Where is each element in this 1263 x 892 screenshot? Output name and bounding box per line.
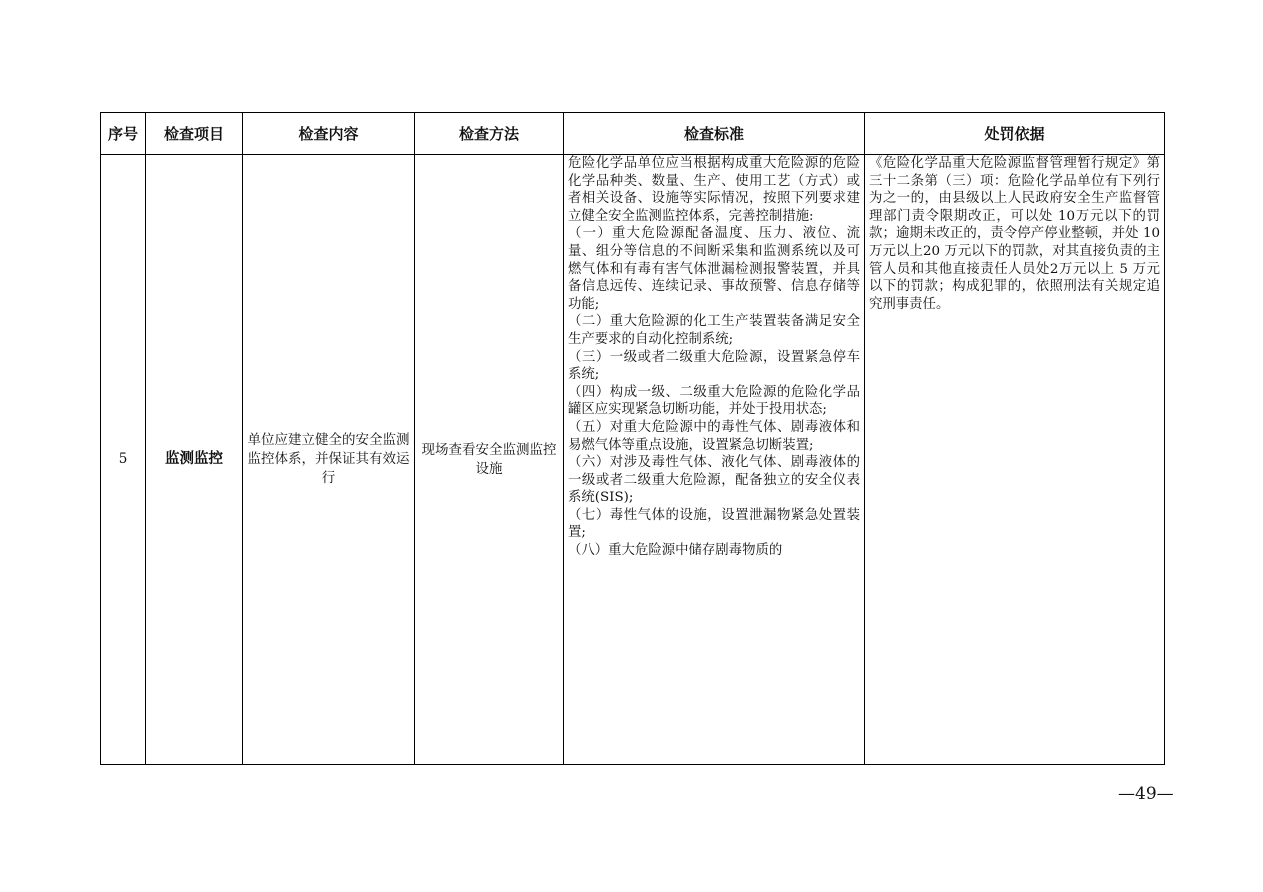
standard-item-2: （二）重大危险源的化工生产装置装备满足安全生产要求的自动化控制系统; — [568, 314, 860, 347]
page-number: —49— — [1118, 784, 1174, 804]
header-seq: 序号 — [101, 113, 146, 155]
header-penalty: 处罚依据 — [865, 113, 1165, 155]
cell-item: 监测监控 — [146, 155, 243, 765]
penalty-text: 《危险化学品重大危险源监督管理暂行规定》第三十二条第（三）项：危险化学品单位有下列行为之一的，由县级以上人民政府安全生产监督管理部门责令限期改正，可以处 10万元以下的罚款；逾期未改正的，责令停产停业整顿，并处 10 万元以上20 万元以下的罚款，对其直接负责的主管人员和其他直接责任人员处2万元以上 5 万元以下的罚款；构成犯罪的，依照刑法有关规定追究刑事责任。 — [869, 156, 1160, 312]
standard-item-6: （六）对涉及毒性气体、液化气体、剧毒液体的一级或者二级重大危险源，配备独立的安全仪表系统(SIS); — [568, 455, 860, 506]
standard-item-1: （一）重大危险源配备温度、压力、液位、流量、组分等信息的不间断采集和监测系统以及可燃气体和有毒有害气体泄漏检测报警装置，并具备信息远传、连续记录、事故预警、信息存储等功能; — [568, 226, 860, 312]
header-standard: 检查标准 — [564, 113, 865, 155]
cell-penalty — [865, 155, 1165, 765]
cell-content: 单位应建立健全的安全监测监控体系，并保证其有效运行 — [243, 155, 415, 765]
standard-item-5: （五）对重大危险源中的毒性气体、剧毒液体和易燃气体等重点设施，设置紧急切断装置; — [568, 419, 860, 453]
standard-item-3: （三）一级或者二级重大危险源，设置紧急停车系统; — [568, 349, 860, 383]
header-item: 检查项目 — [146, 113, 243, 155]
standard-item-4: （四）构成一级、二级重大危险源的危险化学品罐区应实现紧急切断功能，并处于投用状态; — [568, 384, 860, 418]
inspection-table — [100, 112, 1165, 765]
cell-seq: 5 — [101, 155, 146, 765]
header-content: 检查内容 — [243, 113, 415, 155]
header-method: 检查方法 — [415, 113, 564, 155]
table-row — [101, 155, 1165, 765]
table-header-row — [101, 113, 1165, 155]
cell-standard — [564, 155, 865, 765]
standard-intro: 危险化学品单位应当根据构成重大危险源的危险化学品种类、数量、生产、使用工艺（方式）或者相关设备、设施等实际情况，按照下列要求建立健全安全监测监控体系，完善控制措施: — [568, 156, 860, 224]
cell-method: 现场查看安全监测监控设施 — [415, 155, 564, 765]
standard-item-7: （七）毒性气体的设施，设置泄漏物紧急处置装置; — [568, 507, 860, 541]
standard-item-8: （八）重大危险源中储存剧毒物质的 — [568, 543, 783, 559]
